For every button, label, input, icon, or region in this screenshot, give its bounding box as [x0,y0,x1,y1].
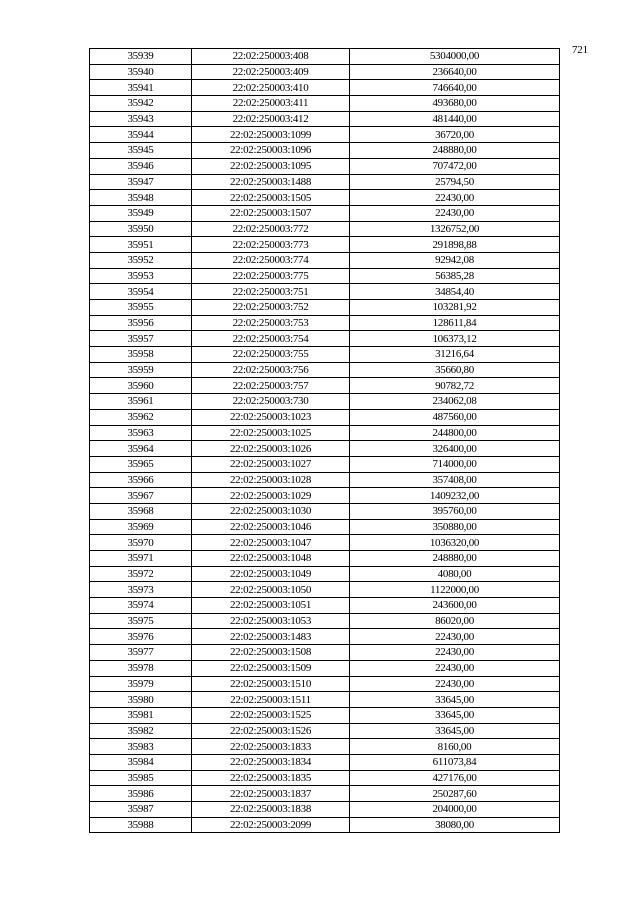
row-number-cell: 35941 [90,80,192,96]
table-row [90,598,560,614]
row-number-cell: 35950 [90,221,192,237]
cadastral-number-cell: 22:02:250003:1049 [192,566,350,582]
cadastral-value-cell: 56385,28 [350,268,560,284]
row-number-cell: 35964 [90,441,192,457]
row-number-cell: 35984 [90,754,192,770]
table-row [90,660,560,676]
row-number-cell: 35966 [90,472,192,488]
table-row [90,692,560,708]
table-row [90,158,560,174]
row-number-cell: 35955 [90,300,192,316]
cadastral-value-cell: 4080,00 [350,566,560,582]
table-row [90,221,560,237]
row-number-cell: 35987 [90,802,192,818]
cadastral-value-cell: 33645,00 [350,723,560,739]
table-row [90,80,560,96]
cadastral-value-cell: 326400,00 [350,441,560,457]
table-row [90,551,560,567]
row-number-cell: 35948 [90,190,192,206]
row-number-cell: 35953 [90,268,192,284]
table-row [90,394,560,410]
cadastral-number-cell: 22:02:250003:1028 [192,472,350,488]
row-number-cell: 35967 [90,488,192,504]
row-number-cell: 35949 [90,205,192,221]
cadastral-number-cell: 22:02:250003:1047 [192,535,350,551]
cadastral-number-cell: 22:02:250003:1483 [192,629,350,645]
cadastral-number-cell: 22:02:250003:1027 [192,456,350,472]
table-row [90,441,560,457]
cadastral-value-cell: 86020,00 [350,613,560,629]
cadastral-value-cell: 92942,08 [350,252,560,268]
table-row [90,488,560,504]
cadastral-value-cell: 34854,40 [350,284,560,300]
cadastral-value-cell: 395760,00 [350,503,560,519]
table-row [90,347,560,363]
cadastral-number-cell: 22:02:250003:1511 [192,692,350,708]
table-row [90,284,560,300]
cadastral-value-cell: 1409232,00 [350,488,560,504]
cadastral-number-cell: 22:02:250003:1025 [192,425,350,441]
cadastral-value-cell: 1122000,00 [350,582,560,598]
cadastral-number-cell: 22:02:250003:1096 [192,143,350,159]
cadastral-value-cell: 33645,00 [350,707,560,723]
cadastral-number-cell: 22:02:250003:774 [192,252,350,268]
cadastral-value-cell: 248880,00 [350,143,560,159]
cadastral-number-cell: 22:02:250003:1029 [192,488,350,504]
row-number-cell: 35962 [90,409,192,425]
cadastral-value-table [89,48,560,833]
row-number-cell: 35986 [90,786,192,802]
row-number-cell: 35960 [90,378,192,394]
cadastral-number-cell: 22:02:250003:1838 [192,802,350,818]
cadastral-number-cell: 22:02:250003:1834 [192,754,350,770]
table-row [90,645,560,661]
row-number-cell: 35951 [90,237,192,253]
cadastral-value-cell: 22430,00 [350,660,560,676]
table-row [90,754,560,770]
table-row [90,315,560,331]
table-row [90,174,560,190]
table-row [90,582,560,598]
table-row [90,205,560,221]
cadastral-value-cell: 1036320,00 [350,535,560,551]
cadastral-number-cell: 22:02:250003:775 [192,268,350,284]
row-number-cell: 35974 [90,598,192,614]
cadastral-value-cell: 487560,00 [350,409,560,425]
cadastral-number-cell: 22:02:250003:756 [192,362,350,378]
row-number-cell: 35961 [90,394,192,410]
table-body [90,49,560,833]
cadastral-value-cell: 22430,00 [350,645,560,661]
table-row [90,96,560,112]
table-row [90,613,560,629]
table-row [90,378,560,394]
table-row [90,676,560,692]
table-row [90,362,560,378]
row-number-cell: 35943 [90,111,192,127]
row-number-cell: 35954 [90,284,192,300]
table-row [90,49,560,65]
table-row [90,143,560,159]
cadastral-value-cell: 31216,64 [350,347,560,363]
table-row [90,472,560,488]
cadastral-value-cell: 1326752,00 [350,221,560,237]
cadastral-number-cell: 22:02:250003:412 [192,111,350,127]
table-row [90,111,560,127]
cadastral-value-cell: 5304000,00 [350,49,560,65]
row-number-cell: 35973 [90,582,192,598]
page-number: 721 [572,44,588,56]
cadastral-value-cell: 244800,00 [350,425,560,441]
row-number-cell: 35959 [90,362,192,378]
cadastral-number-cell: 22:02:250003:1526 [192,723,350,739]
table-row [90,190,560,206]
cadastral-number-cell: 22:02:250003:1488 [192,174,350,190]
cadastral-number-cell: 22:02:250003:1508 [192,645,350,661]
cadastral-value-cell: 291898,88 [350,237,560,253]
row-number-cell: 35988 [90,817,192,833]
row-number-cell: 35969 [90,519,192,535]
table-row [90,503,560,519]
cadastral-value-cell: 128611,84 [350,315,560,331]
cadastral-value-cell: 22430,00 [350,205,560,221]
cadastral-number-cell: 22:02:250003:1837 [192,786,350,802]
cadastral-number-cell: 22:02:250003:753 [192,315,350,331]
table-row [90,127,560,143]
cadastral-number-cell: 22:02:250003:2099 [192,817,350,833]
row-number-cell: 35981 [90,707,192,723]
row-number-cell: 35975 [90,613,192,629]
cadastral-number-cell: 22:02:250003:411 [192,96,350,112]
row-number-cell: 35958 [90,347,192,363]
cadastral-number-cell: 22:02:250003:1095 [192,158,350,174]
cadastral-value-cell: 106373,12 [350,331,560,347]
cadastral-value-cell: 36720,00 [350,127,560,143]
table-row [90,739,560,755]
cadastral-value-cell: 350880,00 [350,519,560,535]
cadastral-value-cell: 103281,92 [350,300,560,316]
cadastral-value-cell: 8160,00 [350,739,560,755]
cadastral-value-cell: 707472,00 [350,158,560,174]
cadastral-number-cell: 22:02:250003:1833 [192,739,350,755]
cadastral-number-cell: 22:02:250003:1030 [192,503,350,519]
cadastral-number-cell: 22:02:250003:1048 [192,551,350,567]
cadastral-number-cell: 22:02:250003:1023 [192,409,350,425]
cadastral-number-cell: 22:02:250003:409 [192,64,350,80]
cadastral-value-cell: 243600,00 [350,598,560,614]
table-row [90,786,560,802]
row-number-cell: 35940 [90,64,192,80]
cadastral-number-cell: 22:02:250003:1835 [192,770,350,786]
cadastral-number-cell: 22:02:250003:1525 [192,707,350,723]
table-row [90,237,560,253]
cadastral-value-cell: 22430,00 [350,676,560,692]
table-row [90,409,560,425]
cadastral-value-cell: 714000,00 [350,456,560,472]
cadastral-number-cell: 22:02:250003:1507 [192,205,350,221]
cadastral-number-cell: 22:02:250003:1053 [192,613,350,629]
cadastral-number-cell: 22:02:250003:773 [192,237,350,253]
cadastral-value-cell: 35660,80 [350,362,560,378]
table-row [90,331,560,347]
row-number-cell: 35985 [90,770,192,786]
cadastral-number-cell: 22:02:250003:751 [192,284,350,300]
table-row [90,802,560,818]
table-row [90,425,560,441]
cadastral-number-cell: 22:02:250003:1050 [192,582,350,598]
cadastral-value-cell: 746640,00 [350,80,560,96]
cadastral-number-cell: 22:02:250003:1099 [192,127,350,143]
row-number-cell: 35963 [90,425,192,441]
cadastral-value-cell: 234062,08 [350,394,560,410]
row-number-cell: 35978 [90,660,192,676]
row-number-cell: 35979 [90,676,192,692]
row-number-cell: 35980 [90,692,192,708]
cadastral-number-cell: 22:02:250003:408 [192,49,350,65]
row-number-cell: 35956 [90,315,192,331]
row-number-cell: 35970 [90,535,192,551]
row-number-cell: 35977 [90,645,192,661]
row-number-cell: 35952 [90,252,192,268]
cadastral-number-cell: 22:02:250003:752 [192,300,350,316]
cadastral-value-cell: 22430,00 [350,629,560,645]
cadastral-number-cell: 22:02:250003:1509 [192,660,350,676]
table-row [90,268,560,284]
cadastral-value-cell: 357408,00 [350,472,560,488]
cadastral-value-cell: 33645,00 [350,692,560,708]
row-number-cell: 35965 [90,456,192,472]
row-number-cell: 35944 [90,127,192,143]
cadastral-number-cell: 22:02:250003:1026 [192,441,350,457]
row-number-cell: 35939 [90,49,192,65]
cadastral-number-cell: 22:02:250003:757 [192,378,350,394]
cadastral-number-cell: 22:02:250003:772 [192,221,350,237]
table-row [90,629,560,645]
row-number-cell: 35976 [90,629,192,645]
table-row [90,64,560,80]
row-number-cell: 35972 [90,566,192,582]
table-row [90,300,560,316]
table-row [90,456,560,472]
row-number-cell: 35957 [90,331,192,347]
table-row [90,535,560,551]
cadastral-value-cell: 236640,00 [350,64,560,80]
cadastral-number-cell: 22:02:250003:1510 [192,676,350,692]
row-number-cell: 35945 [90,143,192,159]
cadastral-value-cell: 493680,00 [350,96,560,112]
table-row [90,723,560,739]
cadastral-value-cell: 427176,00 [350,770,560,786]
table-row [90,519,560,535]
cadastral-value-cell: 611073,84 [350,754,560,770]
table-row [90,770,560,786]
cadastral-number-cell: 22:02:250003:1046 [192,519,350,535]
cadastral-number-cell: 22:02:250003:1505 [192,190,350,206]
table-row [90,707,560,723]
cadastral-value-cell: 22430,00 [350,190,560,206]
cadastral-value-cell: 90782,72 [350,378,560,394]
cadastral-value-cell: 204000,00 [350,802,560,818]
cadastral-value-cell: 250287,60 [350,786,560,802]
cadastral-number-cell: 22:02:250003:754 [192,331,350,347]
cadastral-number-cell: 22:02:250003:755 [192,347,350,363]
cadastral-number-cell: 22:02:250003:1051 [192,598,350,614]
row-number-cell: 35968 [90,503,192,519]
cadastral-value-cell: 38080,00 [350,817,560,833]
row-number-cell: 35947 [90,174,192,190]
cadastral-value-cell: 25794,50 [350,174,560,190]
row-number-cell: 35946 [90,158,192,174]
cadastral-value-cell: 481440,00 [350,111,560,127]
cadastral-value-cell: 248880,00 [350,551,560,567]
row-number-cell: 35971 [90,551,192,567]
table-row [90,252,560,268]
row-number-cell: 35982 [90,723,192,739]
row-number-cell: 35983 [90,739,192,755]
table-row [90,566,560,582]
table-row [90,817,560,833]
row-number-cell: 35942 [90,96,192,112]
cadastral-number-cell: 22:02:250003:410 [192,80,350,96]
cadastral-number-cell: 22:02:250003:730 [192,394,350,410]
